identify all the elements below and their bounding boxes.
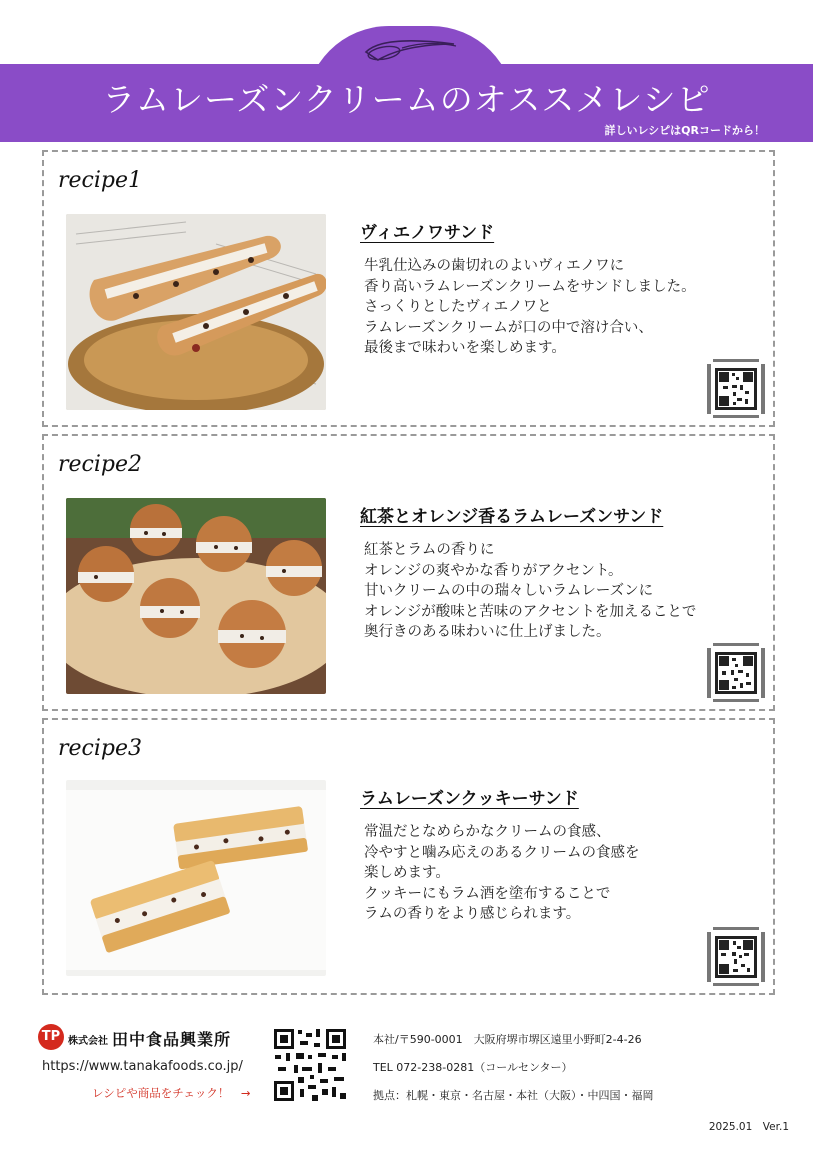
company-prefix: 株式会社 [68,1036,108,1047]
company-mark-icon: TP [38,1024,64,1050]
description-line: さっくりとしたヴィエノワと [364,299,552,315]
company-logo [38,1024,258,1052]
description-line: 紅茶とラムの香りに [364,542,495,558]
recipe-label: recipe1 [58,168,142,193]
recipe-description [364,540,764,643]
recipe-title: 紅茶とオレンジ香るラムレーズンサンド [360,507,664,527]
qr-code-icon [705,926,767,988]
recipe-photo-viennois [66,214,326,410]
qr-code-icon [705,358,767,420]
page-title: ラムレーズンクリームのオススメレシピ [102,80,711,119]
recipe-description [364,256,764,359]
recipe-qr-code[interactable] [705,642,767,704]
description-line: 牛乳仕込みの歯切れのよいヴィエノワに [364,258,625,274]
recipe-card-3 [42,718,775,995]
description-line: 常温だとなめらかなクリームの食感、 [364,824,611,840]
description-line: 奥行きのある味わいに仕上げました。 [364,624,611,640]
footer-qr-code[interactable] [272,1027,348,1103]
recipe-description [364,822,764,925]
description-line: 楽しめます。 [364,865,450,881]
description-line: オレンジが酸味と苦味のアクセントを加えることで [364,603,697,620]
qr-note: 詳しいレシピはQRコードから！ [604,124,765,137]
description-line: クッキーにもラム酒を塗布することで [364,885,611,902]
description-line: 香り高いラムレーズンクリームをサンドしました。 [364,278,696,295]
recipe-label: recipe2 [58,452,142,477]
recipe-title: ラムレーズンクッキーサンド [360,789,579,809]
raisin-logo-icon [358,34,463,68]
recipe-card-2 [42,434,775,711]
description-line: 冷やすと噛み応えのあるクリームの食感を [364,844,640,861]
recipe-card-1 [42,150,775,427]
description-line: ラムの香りをより感じられます。 [364,906,581,922]
description-line: オレンジの爽やかな香りがアクセント。 [364,562,623,579]
company-address: 本社/〒590-0001 大阪府堺市堺区遠里小野町2-4-26 [373,1033,642,1046]
recipe-label: recipe3 [58,736,142,761]
company-tel: TEL 072-238-0281（コールセンター） [373,1061,573,1074]
recipe-qr-code[interactable] [705,926,767,988]
version-label: 2025.01 Ver.1 [708,1121,789,1133]
company-url-link[interactable]: https://www.tanakafoods.co.jp/ [42,1059,243,1074]
recipe-title: ヴィエノワサンド [360,223,495,243]
recipe-qr-code[interactable] [705,358,767,420]
description-line: 最後まで味わいを楽しめます。 [364,340,566,356]
qr-code-icon [272,1027,348,1103]
description-line: 甘いクリームの中の瑞々しいラムレーズンに [364,583,654,599]
company-bases: 拠点：札幌・東京・名古屋・本社（大阪）・中四国・福岡 [373,1089,654,1102]
check-recipes-link[interactable]: レシピや商品をチェック！ → [92,1086,251,1100]
qr-code-icon [705,642,767,704]
recipe-photo-cookie-sand [66,780,326,976]
company-name: 田中食品興業所 [112,1030,232,1049]
recipe-photo-orange-tea-sand [66,498,326,694]
description-line: ラムレーズンクリームが口の中で溶け合い、 [364,319,653,336]
